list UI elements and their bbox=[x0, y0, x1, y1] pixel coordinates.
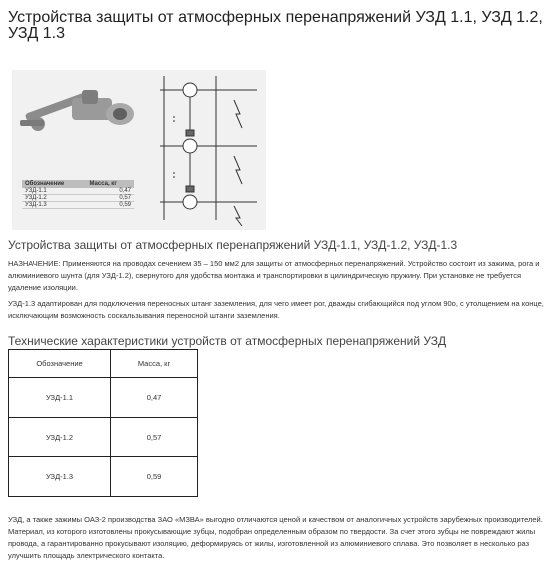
table-row bbox=[9, 417, 198, 457]
table-header-mass: Масса, кг bbox=[111, 350, 198, 378]
table-header-designation: Обозначение bbox=[9, 350, 111, 378]
section-heading-specs: Технические характеристики устройств от атмосферных перенапряжений УЗД bbox=[8, 334, 447, 348]
table-row bbox=[9, 378, 198, 418]
product-figure bbox=[12, 70, 266, 230]
designation-cell: УЗД-1.1 bbox=[22, 188, 86, 195]
table-row bbox=[22, 195, 134, 202]
designation-cell: УЗД-1.2 bbox=[22, 195, 86, 202]
footer-paragraph: УЗД, а также зажимы ОАЗ-2 производства ЗАО «МЗВА» выгодно отличаются ценой и качеством от аналогичных устройств зарубежных производителей. Материал, из которого изготовлены прокусывающие зубцы, подобран определенным образом по твердости. За счет этого зубцы не повреждают жилы провода, а гарантированно прокусывают изоляцию, деформируясь от жилы, изготовленной из алюминиевого сплава. Это позволяет в несколько раз улучшить площадь электрического контакта. bbox=[8, 515, 543, 560]
purpose-paragraph: НАЗНАЧЕНИЕ: Применяются на проводах сечением 35 – 150 мм2 для защиты от атмосферных перенапряжений. Устройство состоит из зажима, рога и алюминиевого шунта (для УЗД-1.2), свернутого для удобства монтажа и транспортировки в цилиндрическую пружину. При установке не требуется удаление изоляции. bbox=[8, 259, 540, 292]
clamp-device-image bbox=[20, 90, 134, 131]
designation-cell: УЗД-1.2 bbox=[9, 417, 111, 457]
designation-cell: УЗД-1.3 bbox=[9, 457, 111, 497]
designation-cell: УЗД-1.1 bbox=[9, 378, 111, 418]
page-title: Устройства защиты от атмосферных перенапряжений УЗД 1.1, УЗД 1.2, УЗД 1.3 bbox=[8, 9, 543, 42]
mass-cell: 0,59 bbox=[86, 202, 134, 209]
figure-table-header-mass: Масса, кг bbox=[86, 180, 134, 188]
table-row bbox=[22, 202, 134, 209]
figure-table-header-designation: Обозначение bbox=[22, 180, 86, 188]
table-header-row bbox=[9, 350, 198, 378]
designation-cell: УЗД-1.3 bbox=[22, 202, 86, 209]
figure-mass-table bbox=[22, 180, 134, 209]
mass-cell: 0,59 bbox=[111, 457, 198, 497]
mass-cell: 0,57 bbox=[111, 417, 198, 457]
section-heading-devices: Устройства защиты от атмосферных перенапряжений УЗД-1.1, УЗД-1.2, УЗД-1.3 bbox=[8, 238, 458, 252]
specs-table bbox=[8, 349, 198, 497]
mounting-schematic bbox=[160, 76, 257, 226]
mass-cell: 0,47 bbox=[86, 188, 134, 195]
mass-cell: 0,57 bbox=[86, 195, 134, 202]
table-row bbox=[9, 457, 198, 497]
mass-cell: 0,47 bbox=[111, 378, 198, 418]
uzd13-paragraph: УЗД-1.3 адаптирован для подключения переносных штанг заземления, для чего имеет рог, дважды сгибающийся под углом 90o, с утолщением на конце, исключающим возможность соскальзывания переносной штанги заземления. bbox=[8, 299, 544, 320]
